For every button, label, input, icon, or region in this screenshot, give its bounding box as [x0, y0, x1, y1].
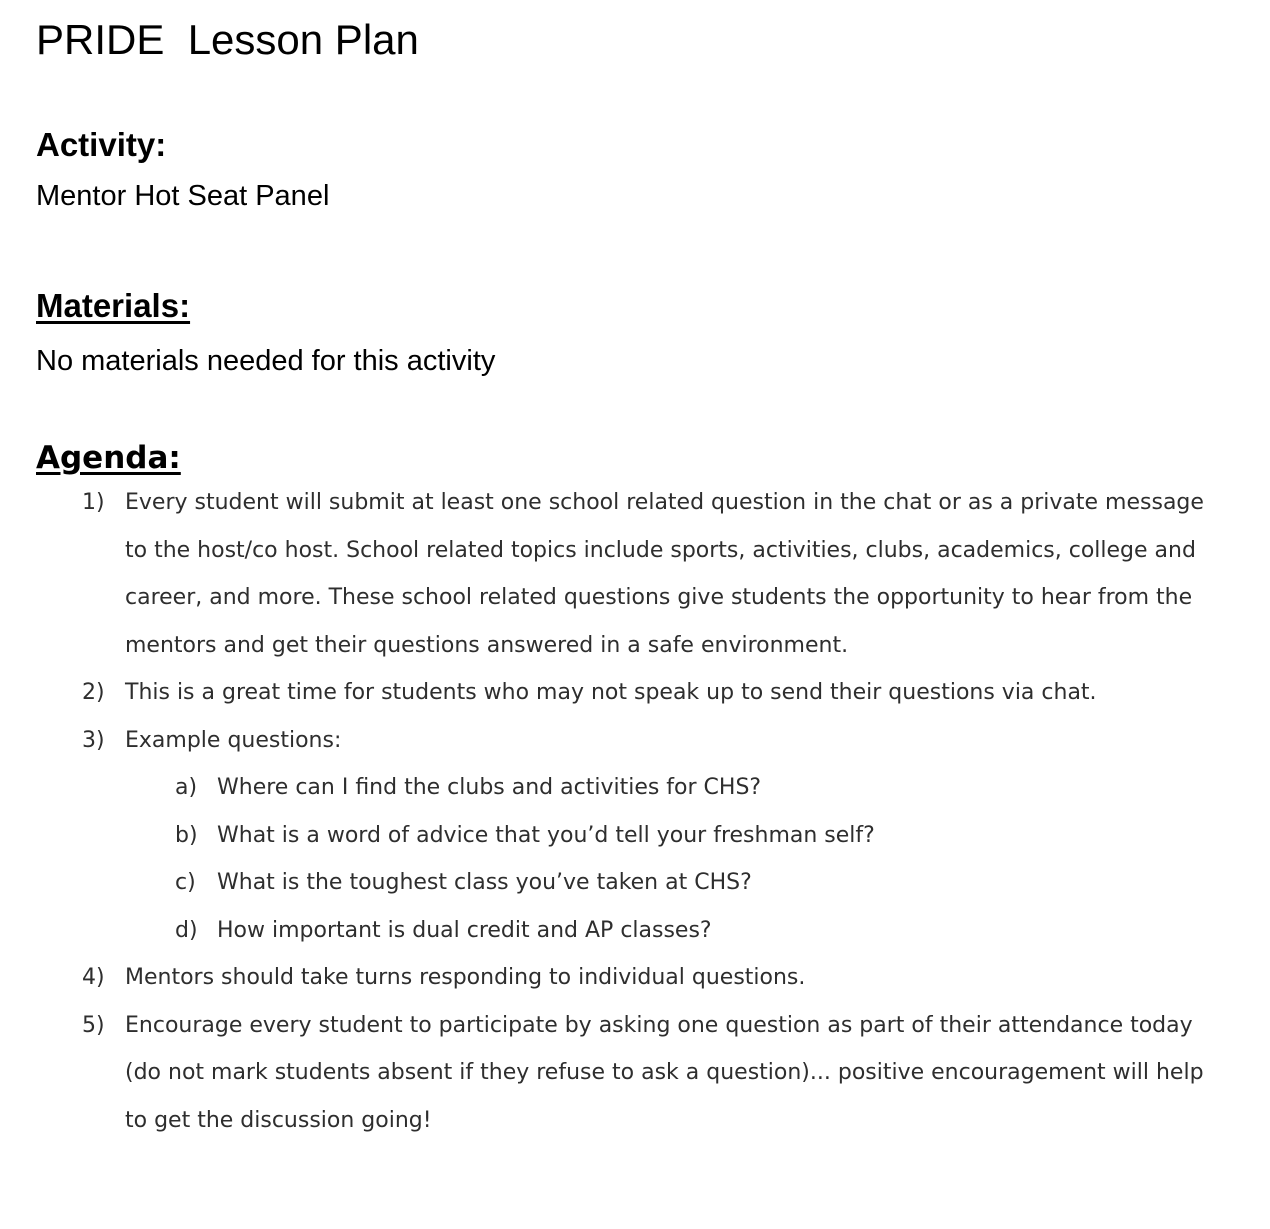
agenda-item-3-text: [125, 717, 1220, 955]
agenda-list: [82, 479, 1220, 1144]
agenda-item-3-sublist: [175, 764, 1220, 954]
agenda-item-1-text: [125, 479, 1220, 669]
agenda-item-3-sub-item-2: [175, 812, 1220, 860]
agenda-item-3-sub-item-4-paragraph: How important is dual credit and AP classes?: [217, 917, 712, 943]
agenda-item-3-paragraph: Example questions:: [125, 727, 342, 753]
agenda-item-3-marker: 3): [82, 727, 105, 753]
activity-heading: Activity:: [36, 126, 167, 163]
agenda-item-3-sub-item-2-marker: b): [175, 822, 198, 848]
agenda-item-3-sub-item-4-text: [217, 907, 1217, 955]
agenda-item-3-sub-item-3-marker: c): [175, 870, 196, 895]
agenda-item-4: [82, 954, 1220, 1002]
agenda-item-3-sub-item-3: [175, 859, 1220, 907]
agenda-item-2: [82, 669, 1220, 717]
agenda-item-3-sub-item-1: [175, 764, 1220, 812]
page-title: PRIDE Lesson Plan: [36, 16, 419, 63]
agenda-item-3-sub-item-4-marker: d): [175, 917, 198, 943]
agenda-item-4-marker: 4): [82, 965, 105, 990]
agenda-heading: Agenda:: [36, 440, 181, 476]
agenda-item-2-marker: 2): [82, 680, 105, 705]
agenda-item-3-sub-item-4: [175, 907, 1220, 955]
materials-heading: Materials:: [36, 287, 191, 324]
agenda-item-3-sub-item-3-text: [217, 859, 1217, 907]
agenda-item-3-sub-item-2-text: [217, 812, 1217, 860]
agenda-item-1-marker: 1): [82, 490, 105, 515]
agenda-item-3-sub-item-1-marker: a): [175, 775, 198, 800]
agenda-item-5-text: [125, 1002, 1220, 1145]
agenda-item-2-text: [125, 669, 1220, 717]
agenda-item-4-paragraph: Mentors should take turns responding to individual questions.: [125, 965, 806, 990]
agenda-item-5: [82, 1002, 1220, 1145]
agenda-item-3-sub-item-2-paragraph: What is a word of advice that you’d tell your freshman self?: [217, 822, 875, 848]
materials-value: No materials needed for this activity: [36, 345, 496, 377]
agenda-item-5-marker: 5): [82, 1012, 105, 1038]
agenda-item-2-paragraph: This is a great time for students who may not speak up to send their questions via chat.: [125, 680, 1097, 705]
activity-value: Mentor Hot Seat Panel: [36, 180, 330, 212]
agenda-item-1-paragraph: Every student will submit at least one school related question in the chat or as a private message to the host/co host. School related topics include sports, activities, clubs, academics, college and career, and more. These school related questions give students the opportunity to hear from the mentors and get their questions answered in a safe environment.: [125, 490, 1204, 658]
agenda-item-3-sub-item-3-paragraph: What is the toughest class you’ve taken at CHS?: [217, 870, 752, 895]
agenda-item-3: [82, 717, 1220, 955]
agenda-item-4-text: [125, 954, 1220, 1002]
agenda-item-3-sub-item-1-paragraph: Where can I find the clubs and activities for CHS?: [217, 775, 762, 800]
agenda-item-5-paragraph: Encourage every student to participate by asking one question as part of their attendance today (do not mark students absent if they refuse to ask a question)... positive encouragement will help to get the discussion going!: [125, 1012, 1204, 1133]
agenda-item-1: [82, 479, 1220, 669]
agenda-item-3-sub-item-1-text: [217, 764, 1217, 812]
